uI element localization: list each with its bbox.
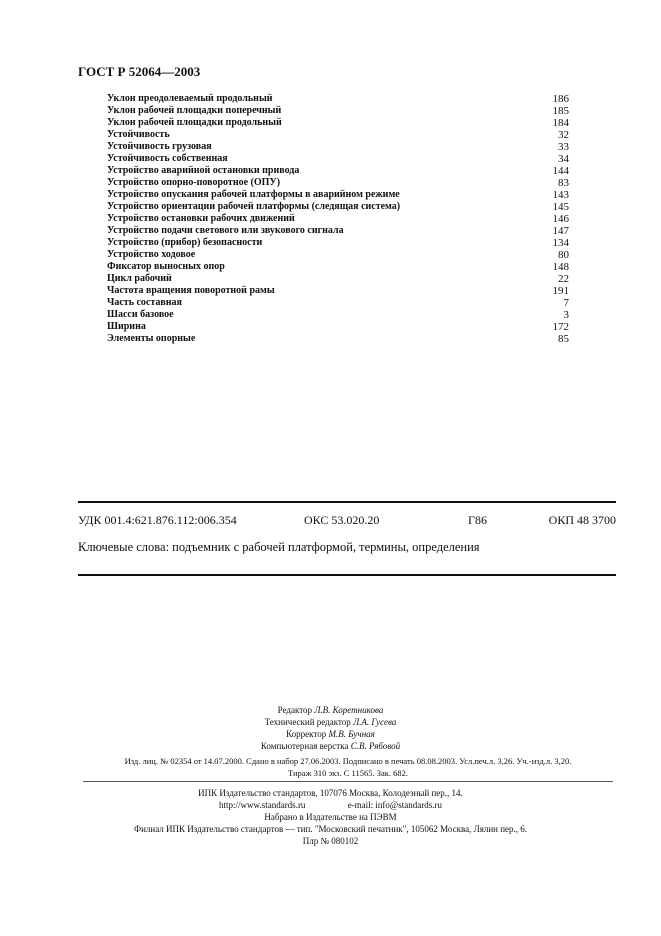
- index-term: Фиксатор выносных опор: [107, 261, 225, 272]
- index-entry: [107, 261, 569, 273]
- index-page-number: 144: [552, 165, 569, 177]
- index-entry: [107, 177, 569, 189]
- term-index: [107, 93, 569, 345]
- document-header: ГОСТ Р 52064—2003: [78, 64, 201, 79]
- index-page-number: 7: [563, 297, 569, 309]
- credit-editor: [0, 704, 661, 716]
- imprint-divider: [83, 781, 613, 782]
- index-page-number: 34: [558, 153, 569, 165]
- credit-tech-editor: [0, 716, 661, 728]
- editor-role: Редактор: [277, 705, 313, 715]
- tech-name: Л.А. Гусева: [353, 717, 397, 727]
- index-page-number: 80: [558, 249, 569, 261]
- index-page-number: 148: [552, 261, 569, 273]
- index-entry: [107, 309, 569, 321]
- index-page-number: 145: [552, 201, 569, 213]
- udk-code: УДК 001.4:621.876.112:006.354: [78, 513, 237, 527]
- index-page-number: 172: [552, 321, 569, 333]
- index-term: Устройство ориентации рабочей платформы (следящая система): [107, 201, 401, 212]
- publisher-contacts: [0, 799, 661, 811]
- publisher-site: http://www.standards.ru: [219, 800, 306, 810]
- bottom-divider: [78, 574, 616, 576]
- index-entry: [107, 333, 569, 345]
- editor-name: Л.В. Коретникова: [314, 705, 384, 715]
- index-entry: [107, 141, 569, 153]
- index-entry: [107, 93, 569, 105]
- index-page-number: 146: [552, 213, 569, 225]
- publisher-email: e-mail: info@standards.ru: [347, 800, 442, 810]
- index-term: Устройство (прибор) безопасности: [107, 237, 263, 248]
- index-term: Устройство опускания рабочей платформы в аварийном режиме: [107, 189, 400, 200]
- corrector-role: Корректор: [286, 729, 327, 739]
- index-term: Элементы опорные: [107, 333, 196, 344]
- index-term: Уклон рабочей площадки продольный: [107, 117, 282, 128]
- imprint-line-2: Тираж 310 экз. С 11565. Зак. 682.: [288, 768, 408, 778]
- publisher-line-1: ИПК Издательство стандартов, 107076 Москва, Колодезный пер., 14.: [198, 788, 463, 798]
- publisher-line-3: Набрано в Издательстве на ПЭВМ: [264, 812, 397, 822]
- index-page-number: 186: [552, 93, 569, 105]
- index-term: Часть составная: [107, 297, 182, 308]
- okp-code: ОКП 48 3700: [548, 513, 616, 527]
- index-entry: [107, 117, 569, 129]
- index-entry: [107, 153, 569, 165]
- index-term: Устойчивость грузовая: [107, 141, 212, 152]
- imprint: [83, 755, 613, 779]
- index-entry: [107, 189, 569, 201]
- index-page-number: 83: [558, 177, 569, 189]
- index-term: Цикл рабочий: [107, 273, 172, 284]
- index-entry: [107, 105, 569, 117]
- publisher-line-5: Плр № 080102: [302, 836, 359, 846]
- index-term: Устройство аварийной остановки привода: [107, 165, 300, 176]
- index-term: Устройство опорно-поворотное (ОПУ): [107, 177, 281, 188]
- index-page-number: 134: [552, 237, 569, 249]
- publisher-info: [0, 787, 661, 847]
- layout-name: С.В. Рябовой: [350, 741, 401, 751]
- imprint-line-1: Изд. лиц. № 02354 от 14.07.2000. Сдано в набор 27.06.2003. Подписано в печать 08.08.2003. Усл.печ.л. 3,26. Уч.-изд.л. 3,20.: [124, 756, 572, 766]
- index-entry: [107, 297, 569, 309]
- index-entry: [107, 201, 569, 213]
- index-page-number: 32: [558, 129, 569, 141]
- index-term: Уклон преодолеваемый продольный: [107, 93, 273, 104]
- index-entry: [107, 237, 569, 249]
- index-page-number: 33: [558, 141, 569, 153]
- layout-role: Компьютерная верстка: [260, 741, 349, 751]
- oks-code: ОКС 53.020.20: [304, 513, 380, 527]
- index-entry: [107, 321, 569, 333]
- index-page-number: 85: [558, 333, 569, 345]
- index-page-number: 184: [552, 117, 569, 129]
- top-divider: [78, 501, 616, 503]
- publisher-line-4: Филиал ИПК Издательство стандартов — тип. "Московский печатник", 105062 Москва, Лялин пер., 6.: [133, 824, 528, 834]
- credit-layout: [0, 740, 661, 752]
- tech-role: Технический редактор: [264, 717, 351, 727]
- index-entry: [107, 129, 569, 141]
- index-page-number: 143: [552, 189, 569, 201]
- index-term: Устройство остановки рабочих движений: [107, 213, 295, 224]
- index-term: Устройство ходовое: [107, 249, 196, 260]
- index-term: Ширина: [107, 321, 146, 332]
- index-term: Устройство подачи светового или звукового сигнала: [107, 225, 344, 236]
- index-entry: [107, 249, 569, 261]
- index-page-number: 191: [552, 285, 569, 297]
- corrector-name: М.В. Бучная: [328, 729, 375, 739]
- index-page-number: 147: [552, 225, 569, 237]
- index-page-number: 185: [552, 105, 569, 117]
- index-term: Шасси базовое: [107, 309, 174, 320]
- g-code: Г86: [468, 513, 487, 527]
- credits: [0, 704, 661, 752]
- index-entry: [107, 213, 569, 225]
- index-page-number: 3: [563, 309, 569, 321]
- index-term: Частота вращения поворотной рамы: [107, 285, 275, 296]
- index-term: Уклон рабочей площадки поперечный: [107, 105, 282, 116]
- index-term: Устойчивость: [107, 129, 170, 140]
- keywords: Ключевые слова: подъемник с рабочей платформой, термины, определения: [78, 540, 480, 554]
- index-entry: [107, 165, 569, 177]
- index-page-number: 22: [558, 273, 569, 285]
- index-entry: [107, 273, 569, 285]
- index-entry: [107, 285, 569, 297]
- index-term: Устойчивость собственная: [107, 153, 228, 164]
- credit-corrector: [0, 728, 661, 740]
- index-entry: [107, 225, 569, 237]
